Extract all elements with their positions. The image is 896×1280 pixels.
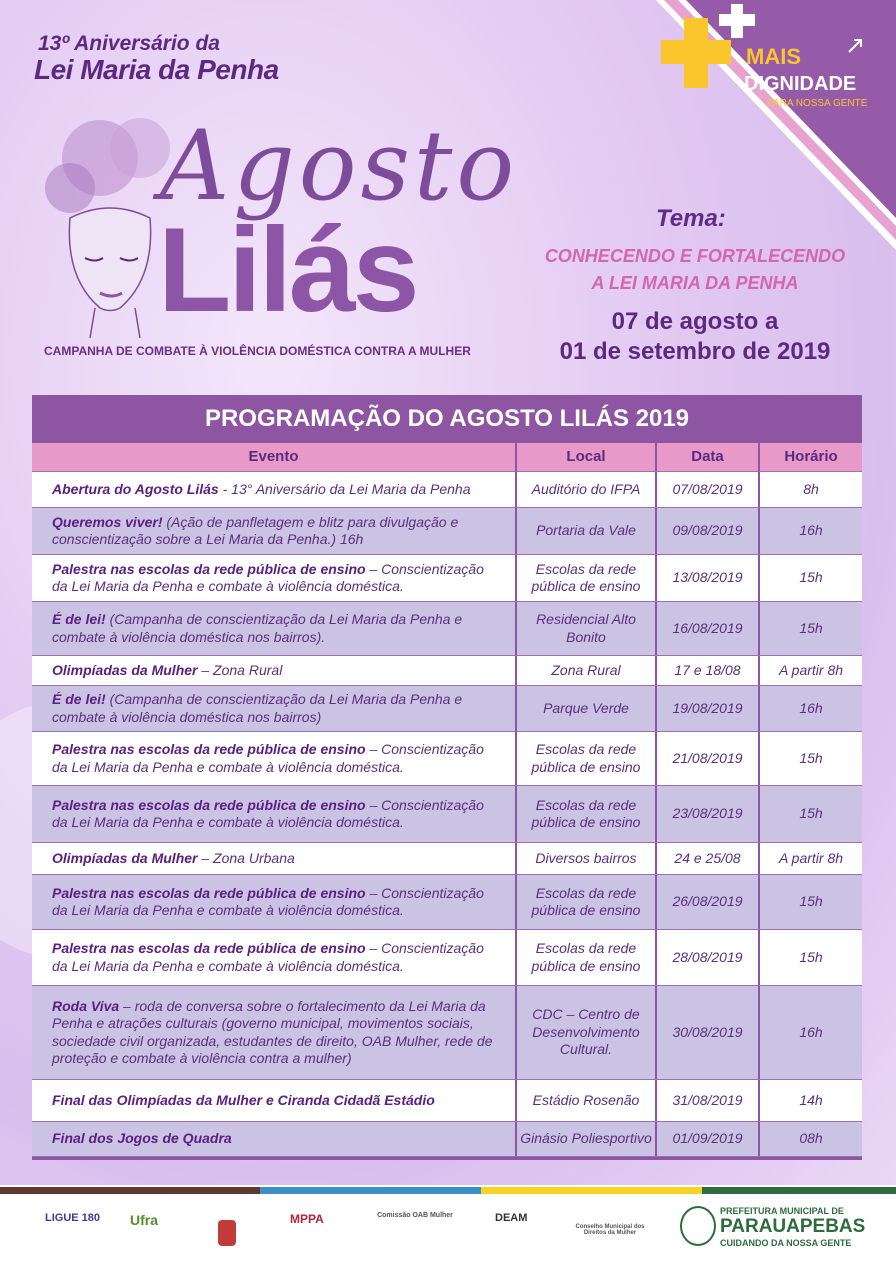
event-cell	[32, 656, 517, 685]
column-header-event: Evento	[32, 443, 517, 471]
date-cell: 16/08/2019	[657, 602, 760, 655]
table-row	[32, 930, 862, 986]
theme-line1: CONHECENDO E FORTALECENDO	[544, 246, 846, 266]
table-row	[32, 508, 862, 555]
table-row	[32, 1122, 862, 1157]
event-cell	[32, 986, 517, 1079]
event-description: – Conscientização da Lei Maria da Penha e combate à violência doméstica.	[52, 741, 484, 775]
logo-deam: DEAM	[495, 1212, 528, 1224]
logo-prefeitura-line3: CUIDANDO DA NOSSA GENTE	[720, 1238, 852, 1248]
event-cell	[32, 472, 517, 507]
table-row	[32, 686, 862, 732]
table-row	[32, 786, 862, 843]
stripe-yellow	[481, 1187, 702, 1194]
logo-conselho-mulher: Conselho Municipal dos Direitos da Mulher	[575, 1224, 645, 1236]
table-body	[32, 472, 862, 1157]
stripe-blue	[260, 1187, 481, 1194]
time-cell: A partir 8h	[778, 661, 844, 678]
event-title: Palestra nas escolas da rede pública de ensino	[52, 940, 366, 956]
parauapebas-emblem-icon	[680, 1206, 716, 1246]
local-cell: Zona Rural	[517, 656, 657, 685]
column-header-date: Data	[657, 443, 760, 471]
stripe-brown	[0, 1187, 260, 1194]
schedule-table	[32, 395, 862, 1160]
table-header	[32, 443, 862, 472]
table-row	[32, 843, 862, 875]
time-cell: 15h	[799, 749, 823, 766]
local-cell: Portaria da Vale	[517, 508, 657, 554]
event-title: Palestra nas escolas da rede pública de ensino	[52, 796, 366, 813]
event-cell	[32, 930, 517, 985]
event-description: – Conscientização da Lei Maria da Penha e combate à violência doméstica.	[52, 940, 484, 974]
event-description: (Campanha de conscientização da Lei Maria da Penha e combate à violência doméstica nos bairros).	[52, 611, 463, 645]
date-cell: 19/08/2019	[657, 686, 760, 731]
table-row	[32, 472, 862, 508]
table-row	[32, 555, 862, 602]
time-cell: 16h	[799, 1023, 823, 1040]
date-cell: 23/08/2019	[657, 786, 760, 842]
event-description: – Conscientização da Lei Maria da Penha e combate à violência doméstica.	[52, 796, 484, 830]
event-cell	[32, 508, 517, 554]
column-header-local: Local	[517, 443, 657, 471]
event-cell	[32, 1080, 517, 1121]
logo-mppa: MPPA	[290, 1212, 324, 1226]
event-description: (Ação de panfletagem e blitz para divulgação e conscientização sobre a Lei Maria da Penha.) 16h	[52, 513, 459, 547]
time-cell: 16h	[799, 522, 823, 539]
logo-prefeitura-line1: PREFEITURA MUNICIPAL DE	[720, 1206, 844, 1216]
date-cell: 31/08/2019	[657, 1080, 760, 1121]
logo-prefeitura	[720, 1206, 865, 1248]
svg-text:DIGNIDADE: DIGNIDADE	[744, 73, 857, 95]
stripe-green	[702, 1187, 896, 1194]
date-cell: 07/08/2019	[657, 472, 760, 507]
dates-line1: 07 de agosto a	[611, 308, 779, 335]
time-cell: 14h	[799, 1091, 823, 1108]
logo-oab-mulher: Comissão OAB Mulher	[377, 1212, 453, 1219]
event-cell	[32, 786, 517, 842]
time-cell: 15h	[799, 619, 823, 636]
coat-of-arms-icon	[218, 1220, 236, 1246]
time-cell: 15h	[799, 569, 823, 586]
event-cell	[32, 732, 517, 785]
local-cell: Escolas da rede pública de ensino	[517, 875, 657, 929]
event-title: Palestra nas escolas da rede pública de ensino	[52, 884, 366, 901]
event-cell	[32, 1122, 517, 1156]
local-cell: Ginásio Poliesportivo	[517, 1122, 657, 1156]
date-cell: 17 e 18/08	[657, 656, 760, 685]
event-cell	[32, 875, 517, 929]
svg-text:MAIS: MAIS	[746, 44, 801, 69]
event-description: - 13° Aniversário da Lei Maria da Penha	[218, 480, 471, 497]
event-title: Abertura do Agosto Lilás	[52, 480, 219, 497]
event-description: – Zona Urbana	[197, 849, 295, 866]
event-title: Olimpíadas da Mulher	[52, 849, 198, 866]
local-cell: Estádio Rosenão	[517, 1080, 657, 1121]
color-stripe	[0, 1187, 896, 1194]
time-cell: 8h	[803, 480, 819, 497]
date-cell: 01/09/2019	[657, 1122, 760, 1156]
time-cell: 08h	[799, 1130, 823, 1147]
event-description: – Conscientização da Lei Maria da Penha e combate à violência doméstica.	[52, 884, 484, 918]
table-row	[32, 1080, 862, 1122]
logo-prefeitura-line2: PARAUAPEBAS	[720, 1216, 866, 1237]
event-title: Final dos Jogos de Quadra	[52, 1130, 232, 1147]
date-cell: 13/08/2019	[657, 555, 760, 601]
local-cell: Escolas da rede pública de ensino	[517, 555, 657, 601]
dates-line2: 01 de setembro de 2019	[559, 338, 831, 365]
table-row	[32, 602, 862, 656]
theme-line2: A LEI MARIA DA PENHA	[591, 273, 799, 293]
date-cell: 21/08/2019	[657, 732, 760, 785]
date-cell: 24 e 25/08	[657, 843, 760, 874]
event-title: É de lei!	[52, 611, 106, 627]
logo-agosto: Agosto	[160, 110, 519, 222]
anniversary-line2: Lei Maria da Penha	[34, 54, 279, 85]
time-cell: 16h	[799, 699, 823, 716]
local-cell: Auditório do IFPA	[517, 472, 657, 507]
local-cell: Parque Verde	[517, 686, 657, 731]
event-title: Roda Viva	[52, 997, 120, 1014]
partner-logos	[0, 1200, 896, 1260]
time-cell: A partir 8h	[778, 849, 844, 866]
event-title: Olimpíadas da Mulher	[52, 661, 198, 678]
logo-lilas: Lilás	[158, 203, 417, 337]
event-title: Final das Olimpíadas da Mulher e Ciranda Cidadã Estádio	[52, 1091, 435, 1108]
date-cell: 26/08/2019	[657, 875, 760, 929]
theme-label: Tema:	[656, 205, 726, 232]
event-title: Queremos viver!	[52, 513, 163, 530]
logo-ufra: Ufra	[130, 1212, 159, 1228]
local-cell: Escolas da rede pública de ensino	[517, 732, 657, 785]
event-description: – roda de conversa sobre o fortalecimento da Lei Maria da Penha e atrações culturais (governo municipal, movimentos sociais, sociedade civil organizada, estudantes de direito, OAB Mulher, rede de proteção e combate à violência contra a mulher)	[52, 997, 493, 1066]
date-cell: 09/08/2019	[657, 508, 760, 554]
campaign-subtitle: CAMPANHA DE COMBATE À VIOLÊNCIA DOMÉSTICA CONTRA A MULHER	[44, 344, 471, 358]
anniversary-line1: 13º Aniversário da	[38, 32, 220, 55]
table-title: PROGRAMAÇÃO DO AGOSTO LILÁS 2019	[32, 395, 862, 443]
local-cell: Escolas da rede pública de ensino	[517, 786, 657, 842]
local-cell: Residencial Alto Bonito	[517, 602, 657, 655]
logo-ligue-180: LIGUE 180	[45, 1212, 101, 1224]
event-title: Palestra nas escolas da rede pública de ensino	[52, 560, 366, 577]
local-cell: CDC – Centro de Desenvolvimento Cultural.	[517, 986, 657, 1079]
local-cell: Diversos bairros	[517, 843, 657, 874]
event-title: Palestra nas escolas da rede pública de ensino	[52, 741, 366, 757]
svg-text:PARA NOSSA GENTE: PARA NOSSA GENTE	[767, 98, 868, 109]
column-header-time: Horário	[784, 447, 838, 465]
event-description: (Campanha de conscientização da Lei Maria da Penha e combate à violência doméstica nos bairros)	[52, 691, 463, 725]
date-cell: 30/08/2019	[657, 986, 760, 1079]
table-row	[32, 875, 862, 930]
event-description: – Conscientização da Lei Maria da Penha e combate à violência doméstica.	[52, 560, 484, 594]
event-cell	[32, 686, 517, 731]
table-row	[32, 986, 862, 1080]
event-description: – Zona Rural	[197, 661, 283, 678]
event-title: É de lei!	[52, 691, 106, 707]
table-row	[32, 732, 862, 786]
date-cell: 28/08/2019	[657, 930, 760, 985]
local-cell: Escolas da rede pública de ensino	[517, 930, 657, 985]
time-cell: 15h	[799, 805, 823, 822]
event-cell	[32, 843, 517, 874]
event-cell	[32, 555, 517, 601]
event-cell	[32, 602, 517, 655]
time-cell: 15h	[799, 948, 823, 965]
table-row	[32, 656, 862, 686]
time-cell: 15h	[799, 893, 823, 910]
